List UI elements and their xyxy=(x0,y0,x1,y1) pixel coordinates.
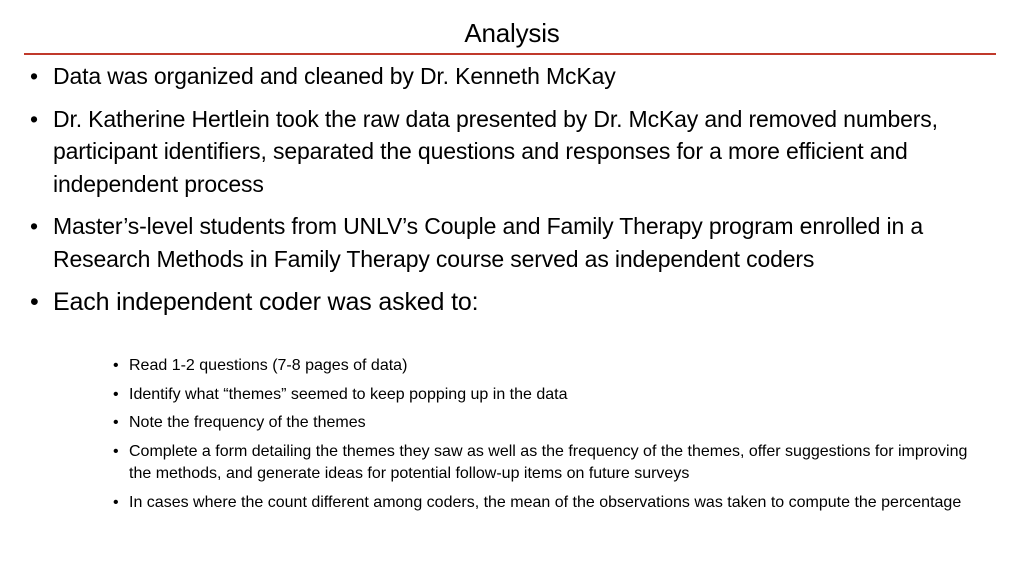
sub-bullet-text: In cases where the count different among coders, the mean of the observations was taken to compute the percentage xyxy=(129,493,962,511)
sub-bullet-text: Identify what “themes” seemed to keep popping up in the data xyxy=(129,385,568,403)
bullet-text: Data was organized and cleaned by Dr. Kenneth McKay xyxy=(53,63,616,89)
sub-bullet-item xyxy=(113,412,993,435)
bullet-item xyxy=(30,210,990,275)
bullet-item xyxy=(30,285,990,319)
main-bullet-list xyxy=(30,60,990,323)
bullet-icon: • xyxy=(30,63,38,89)
bullet-item xyxy=(30,60,990,93)
bullet-text: Dr. Katherine Hertlein took the raw data presented by Dr. McKay and removed numbers, participant identifiers, separated the questions and responses for a more efficient and independent process xyxy=(53,105,938,197)
bullet-icon: • xyxy=(30,105,38,132)
sub-bullet-icon: • xyxy=(113,385,119,403)
sub-bullet-text: Note the frequency of the themes xyxy=(129,414,366,431)
sub-bullet-item xyxy=(113,492,993,515)
sub-bullet-item xyxy=(113,355,993,378)
sub-bullet-text: Complete a form detailing the themes they saw as well as the frequency of the themes, offer suggestions for improving the methods, and generate ideas for potential follow-up items on future surveys xyxy=(129,442,968,482)
bullet-text: Each independent coder was asked to: xyxy=(53,288,479,316)
bullet-icon: • xyxy=(30,213,38,239)
bullet-item xyxy=(30,103,990,201)
sub-bullet-item xyxy=(113,441,993,486)
sub-bullet-icon: • xyxy=(113,357,119,374)
sub-bullet-icon: • xyxy=(113,493,119,511)
bullet-icon: • xyxy=(30,288,39,316)
slide-title: Analysis xyxy=(464,18,560,48)
sub-bullet-list xyxy=(113,355,993,520)
sub-bullet-icon: • xyxy=(113,442,119,460)
bullet-text: Master’s-level students from UNLV’s Couple and Family Therapy program enrolled in a Research Methods in Family Therapy course served as independent coders xyxy=(53,213,924,272)
sub-bullet-icon: • xyxy=(113,414,119,431)
sub-bullet-item xyxy=(113,384,993,407)
sub-bullet-text: Read 1-2 questions (7-8 pages of data) xyxy=(129,357,408,374)
title-divider xyxy=(24,53,996,55)
